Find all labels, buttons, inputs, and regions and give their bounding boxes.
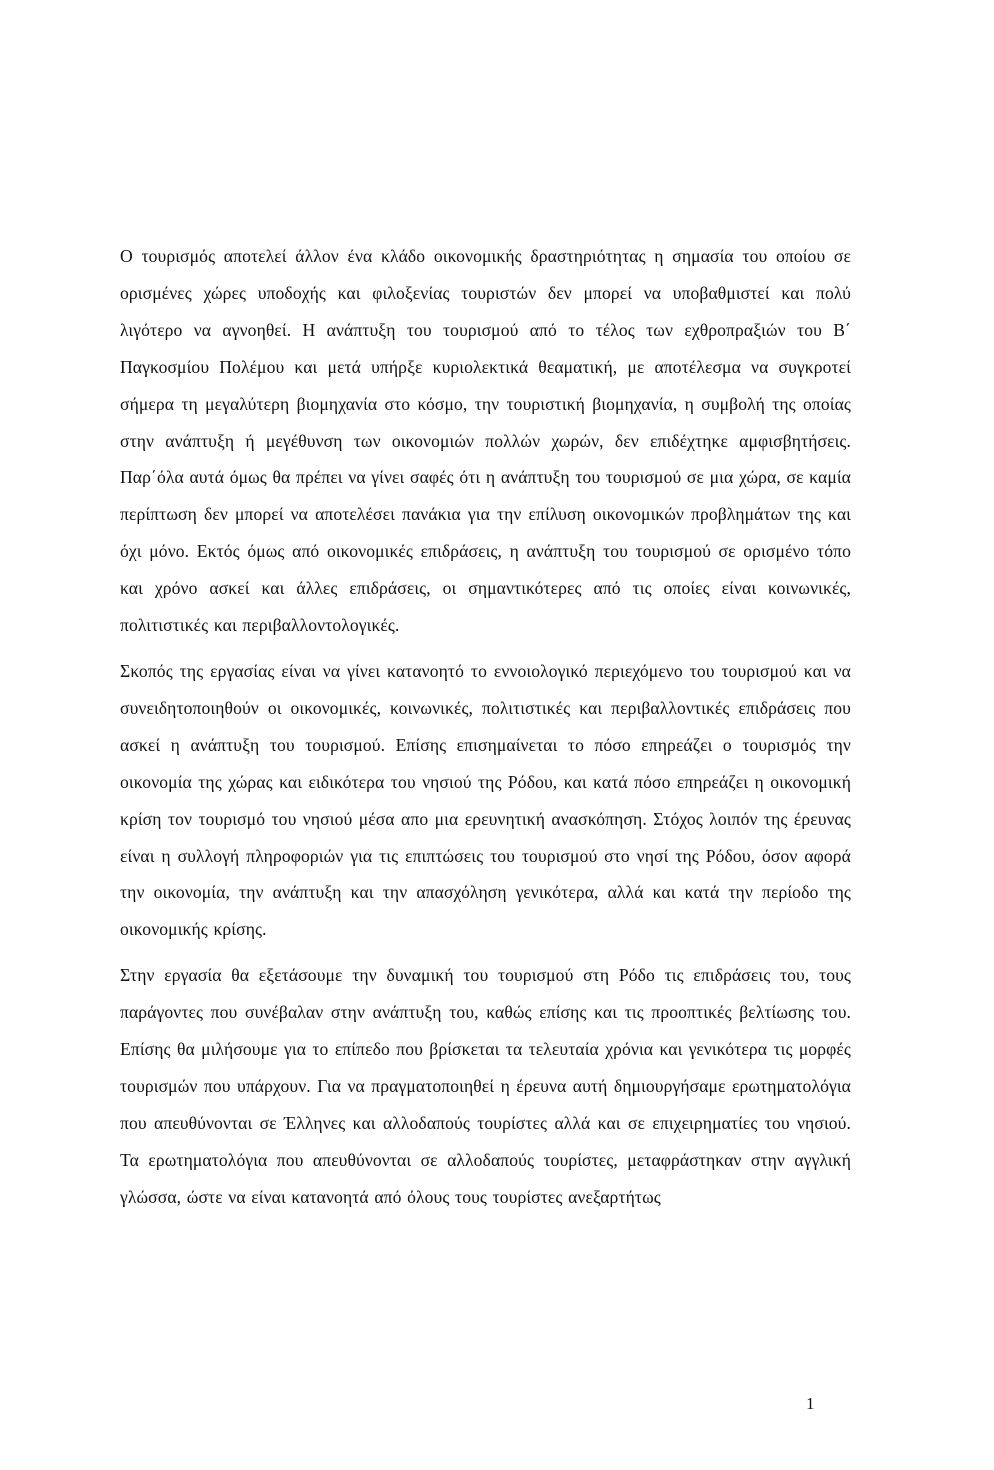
paragraph-purpose: Σκοπός της εργασίας είναι να γίνει κατανοητό το εννοιολογικό περιεχόμενο του τουρισμού και να συνειδητοποιηθούν οι οικονομικές, κοινωνικές, πολιτιστικές και περιβαλλοντικές επιδράσεις που ασκεί η ανάπτυξη του τουρισμού. Επίσης επισημαίνεται το πόσο επηρεάζει ο τουρισμός την οικονομία της χώρας και ειδικότερα του νησιού της Ρόδου, και κατά πόσο επηρεάζει η οικονομική κρίση τον τουρισμό του νησιού μέσα απο μια ερευνητική ανασκόπηση. Στόχος λοιπόν της έρευνας είναι η συλλογή πληροφοριών για τις επιπτώσεις του τουρισμού στο νησί της Ρόδου, όσον αφορά την οικονομία, την ανάπτυξη και την απασχόληση γενικότερα, αλλά και κατά την περίοδο της οικονομικής κρίσης. [120, 660, 851, 940]
body-text [120, 238, 851, 1225]
page-number: 1 [806, 1394, 815, 1413]
paragraph-intro: Ο τουρισμός αποτελεί άλλον ένα κλάδο οικονομικής δραστηριότητας η σημασία του οποίου σε ορισμένες χώρες υποδοχής και φιλοξενίας τουριστών δεν μπορεί να υποβαθμιστεί και πολύ λιγότερο να αγνοηθεί. Η ανάπτυξη του τουρισμού από το τέλος των εχθροπραξιών του Β΄ Παγκοσμίου Πολέμου και μετά υπήρξε κυριολεκτικά θεαματική, με αποτέλεσμα να συγκροτεί σήμερα τη μεγαλύτερη βιομηχανία στο κόσμο, την τουριστική βιομηχανία, η συμβολή της οποίας στην ανάπτυξη ή μεγέθυνση των οικονομιών πολλών χωρών, δεν επιδέχτηκε αμφισβητήσεις. Παρ΄όλα αυτά όμως θα πρέπει να γίνει σαφές ότι η ανάπτυξη του τουρισμού σε μια χώρα, σε καμία περίπτωση δεν μπορεί να αποτελέσει πανάκια για την επίλυση οικονομικών προβλημάτων της και όχι μόνο. Εκτός όμως από οικονομικές επιδράσεις, η ανάπτυξη του τουρισμού σε ορισμένο τόπο και χρόνο ασκεί και άλλες επιδράσεις, οι σημαντικότερες από τις οποίες είναι κοινωνικές, πολιτιστικές και περιβαλλοντολογικές. [120, 246, 851, 636]
paragraph-methodology: Στην εργασία θα εξετάσουμε την δυναμική του τουρισμού στη Ρόδο τις επιδράσεις του, τους παράγοντες που συνέβαλαν στην ανάπτυξη του, καθώς επίσης και τις προοπτικές βελτίωσης του. Επίσης θα μιλήσουμε για το επίπεδο που βρίσκεται τα τελευταία χρόνια και γενικότερα τις μορφές τουρισμών που υπάρχουν. Για να πραγματοποιηθεί η έρευνα αυτή δημιουργήσαμε ερωτηματολόγια που απευθύνονται σε Έλληνες και αλλοδαπούς τουρίστες αλλά και σε επιχειρηματίες του νησιού. Τα ερωτηματολόγια που απευθύνονται σε αλλοδαπούς τουρίστες, μεταφράστηκαν στην αγγλική γλώσσα, ώστε να είναι κατανοητά από όλους τους τουρίστες ανεξαρτήτως [120, 965, 851, 1207]
